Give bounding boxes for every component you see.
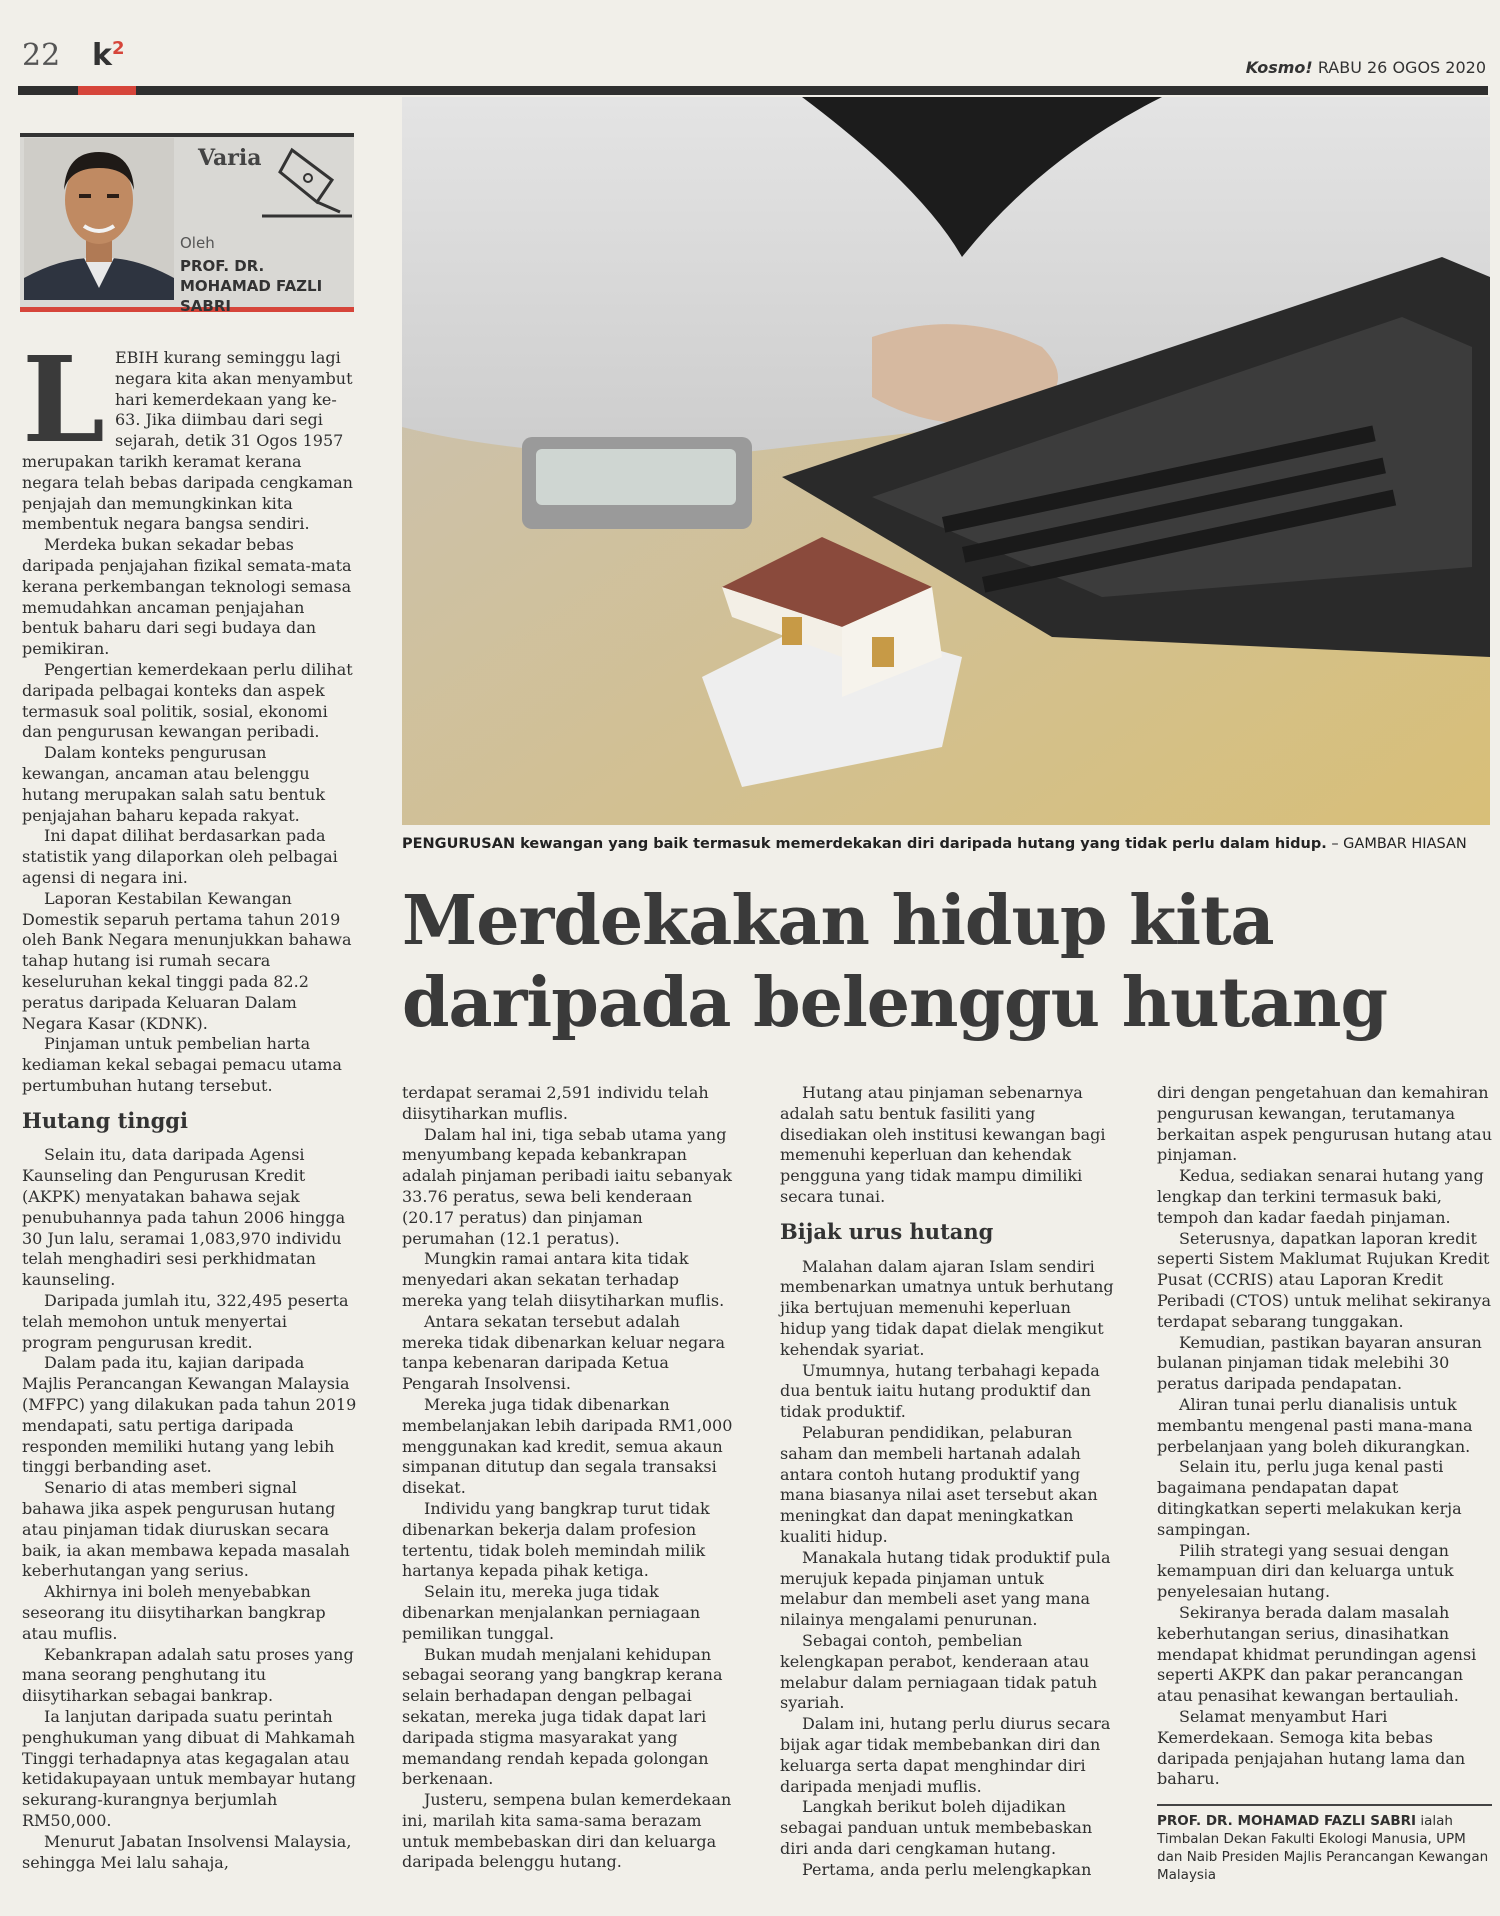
paragraph: Mereka juga tidak dibenarkan membelanjakan lebih daripada RM1,000 menggunakan kad kredit, semua akaun simpanan ditutup dan segala transaksi disekat. bbox=[402, 1394, 733, 1498]
paragraph: Pinjaman untuk pembelian harta kediaman kekal sebagai pemacu utama pertumbuhan hutang tersebut. bbox=[22, 1034, 342, 1095]
paragraph: Mungkin ramai antara kita tidak menyedari akan sekatan terhadap mereka yang telah diisytiharkan muflis. bbox=[402, 1249, 725, 1310]
paragraph: Daripada jumlah itu, 322,495 peserta telah memohon untuk menyertai program pengurusan kredit. bbox=[22, 1291, 349, 1352]
paragraph: Bukan mudah menjalani kehidupan sebagai seorang yang bangkrap kerana selain berhadapan dengan pelbagai sekatan, mereka juga tidak dapat lari daripada stigma masyarakat yang memandang rendah kepada golongan berkenaan. bbox=[402, 1644, 723, 1789]
column-name: Varia bbox=[198, 145, 262, 171]
paragraph: Kebankrapan adalah satu proses yang mana seorang penghutang itu diisytiharkan sebagai bankrap. bbox=[22, 1644, 354, 1706]
article-column-3 bbox=[780, 1083, 1115, 1880]
article-column-2 bbox=[402, 1083, 737, 1873]
paragraph: Umumnya, hutang terbahagi kepada dua bentuk iaitu hutang produktif dan tidak produktif. bbox=[780, 1360, 1100, 1422]
paragraph: Manakala hutang tidak produktif pula merujuk kepada pinjaman untuk melabur dan membeli aset yang mana nilainya mengalami penurunan. bbox=[780, 1547, 1111, 1630]
author-portrait bbox=[24, 138, 174, 300]
subheading: Bijak urus hutang bbox=[780, 1218, 994, 1244]
paragraph: Dalam pada itu, kajian daripada Majlis Perancangan Kewangan Malaysia (MFPC) yang dilakukan pada tahun 2019 mendapati, satu pertiga daripada responden memiliki hutang yang lebih tinggi berbanding aset. bbox=[22, 1353, 357, 1477]
headline: Merdekakan hidup kita daripada belenggu hutang bbox=[402, 881, 1388, 1043]
paragraph: Dalam konteks pengurusan kewangan, ancaman atau belenggu hutang merupakan salah satu bentuk penjajahan baharu kepada rakyat. bbox=[22, 743, 326, 825]
pen-nib-icon bbox=[262, 140, 352, 220]
section-logo: $k^2$ bbox=[92, 38, 125, 73]
subheading: Hutang tinggi bbox=[22, 1107, 188, 1133]
paragraph: Ini dapat dilihat berdasarkan pada statistik yang dilaporkan oleh pelbagai agensi di negara ini. bbox=[22, 826, 338, 887]
paragraph: Selain itu, perlu juga kenal pasti bagaimana pendapatan dapat ditingkatkan seperti melakukan kerja sampingan. bbox=[1157, 1457, 1462, 1539]
paragraph: Malahan dalam ajaran Islam sendiri membenarkan umatnya untuk berhutang jika bertujuan memenuhi keperluan hidup yang tidak dapat dielak mengikut kehendak syariat. bbox=[780, 1256, 1114, 1359]
publication-name: Kosmo! bbox=[1245, 58, 1313, 77]
author-bio bbox=[1157, 1804, 1492, 1884]
paragraph: Pengertian kemerdekaan perlu dilihat daripada pelbagai konteks dan aspek termasuk soal politik, sosial, ekonomi dan pengurusan kewangan peribadi. bbox=[22, 659, 353, 742]
paragraph: Pelaburan pendidikan, pelaburan saham dan membeli hartanah adalah antara contoh hutang produktif yang mana biasanya nilai aset tersebut akan meningkat dan dapat meningkatkan kualiti hidup. bbox=[780, 1422, 1098, 1546]
photo-caption bbox=[402, 836, 1492, 852]
paragraph: Sekiranya berada dalam masalah keberhutangan serius, dinasihatkan mendapat khidmat perundingan agensi seperti AKPK dan pakar perancangan atau penasihat kewangan bertauliah. bbox=[1157, 1602, 1477, 1706]
paragraph: Kemudian, pastikan bayaran ansuran bulanan pinjaman tidak melebihi 30 peratus daripada pendapatan. bbox=[1157, 1332, 1482, 1394]
hero-photo bbox=[402, 97, 1490, 825]
paragraph: Selain itu, data daripada Agensi Kaunseling dan Pengurusan Kredit (AKPK) menyatakan bahawa sejak penubuhannya pada tahun 2006 hingga 30 Jun lalu, seramai 1,083,970 individu telah menghadiri sesi perkhidmatan kaunseling. bbox=[22, 1145, 346, 1290]
drop-cap: L bbox=[22, 330, 105, 469]
photo-credit: – GAMBAR HIASAN bbox=[1331, 836, 1467, 852]
issue-date: RABU 26 OGOS 2020 bbox=[1317, 58, 1486, 77]
paragraph: Justeru, sempena bulan kemerdekaan ini, marilah kita sama-sama berazam untuk membebaskan diri dan keluarga daripada belenggu hutang. bbox=[402, 1790, 732, 1872]
paragraph: Dalam ini, hutang perlu diurus secara bijak agar tidak membebankan diri dan keluarga serta dapat menghindar diri daripada menjadi muflis. bbox=[780, 1714, 1111, 1796]
paragraph: Sebagai contoh, pembelian kelengkapan perabot, kenderaan atau melabur dalam perniagaan tidak patuh syariah. bbox=[780, 1630, 1098, 1713]
paragraph: Pertama, anda perlu melengkapkan bbox=[802, 1859, 1092, 1879]
section-accent-bar bbox=[78, 86, 136, 95]
caption-text: PENGURUSAN kewangan yang baik termasuk memerdekakan diri daripada hutang yang tidak perlu dalam hidup. bbox=[402, 836, 1327, 852]
paragraph: Senario di atas memberi signal bahawa jika aspek pengurusan hutang atau pinjaman tidak diuruskan secara baik, ia akan membawa kepada masalah keberhutangan yang serius. bbox=[22, 1478, 350, 1581]
article-column-4 bbox=[1157, 1083, 1492, 1884]
article-column-1 bbox=[22, 330, 357, 1873]
paragraph: Selain itu, mereka juga tidak dibenarkan menjalankan perniagaan pemilikan tunggal. bbox=[402, 1582, 701, 1643]
top-rule bbox=[18, 86, 1488, 95]
paragraph: terdapat seramai 2,591 individu telah diisytiharkan muflis. bbox=[402, 1083, 709, 1123]
paragraph: Selamat menyambut Hari Kemerdekaan. Semoga kita bebas daripada penjajahan hutang lama dan baharu. bbox=[1157, 1706, 1466, 1789]
paragraph: Laporan Kestabilan Kewangan Domestik separuh pertama tahun 2019 oleh Bank Negara menunjukkan bahawa tahap hutang isi rumah secara keseluruhan kekal tinggi pada 82.2 peratus daripada Keluaran Dalam Negara Kasar (KDNK). bbox=[22, 888, 352, 1033]
paragraph: Langkah berikut boleh dijadikan sebagai panduan untuk membebaskan diri anda dari cengkaman hutang. bbox=[780, 1797, 1093, 1858]
paragraph: Akhirnya ini boleh menyebabkan seseorang itu diisytiharkan bangkrap atau muflis. bbox=[22, 1582, 326, 1643]
page-number: 22 bbox=[22, 38, 61, 73]
paragraph: Dalam hal ini, tiga sebab utama yang menyumbang kepada kebankrapan adalah pinjaman peribadi iaitu sebanyak 33.76 peratus, sewa beli kenderaan (20.17 peratus) dan pinjaman perumahan (12.1 peratus). bbox=[402, 1124, 732, 1248]
bio-text: ialah Timbalan Dekan Fakulti Ekologi Manusia, UPM dan Naib Presiden Majlis Perancangan Kewangan Malaysia bbox=[1157, 1813, 1489, 1884]
paragraph: Hutang atau pinjaman sebenarnya adalah satu bentuk fasiliti yang disediakan oleh institusi kewangan bagi memenuhi keperluan dan kehendak pengguna yang tidak mampu dimiliki secara tunai. bbox=[780, 1083, 1106, 1206]
paragraph: Seterusnya, dapatkan laporan kredit seperti Sistem Maklumat Rujukan Kredit Pusat (CCRIS) atau Laporan Kredit Peribadi (CTOS) untuk melihat sekiranya terdapat sebarang tunggakan. bbox=[1157, 1228, 1491, 1331]
paragraph: Antara sekatan tersebut adalah mereka tidak dibenarkan keluar negara tanpa kebenaran daripada Ketua Pengarah Insolvensi. bbox=[402, 1311, 725, 1394]
paragraph: Individu yang bangkrap turut tidak dibenarkan bekerja dalam profesion tertentu, tidak boleh memindah milik hartanya kepada pihak ketiga. bbox=[402, 1498, 710, 1581]
paragraph: Kedua, sediakan senarai hutang yang lengkap dan terkini termasuk baki, tempoh dan kadar faedah pinjaman. bbox=[1157, 1166, 1484, 1227]
paragraph: Merdeka bukan sekadar bebas daripada penjajahan fizikal semata-mata kerana perkembangan teknologi semasa memudahkan ancaman penjajahan bentuk baharu dari segi budaya dan pemikiran. bbox=[22, 535, 352, 659]
bio-name: PROF. DR. MOHAMAD FAZLI SABRI bbox=[1157, 1813, 1417, 1830]
byline-prefix: Oleh bbox=[180, 234, 215, 252]
paragraph: EBIH kurang seminggu lagi negara kita akan menyambut hari kemerdekaan yang ke-63. Jika diimbau dari segi sejarah, detik 31 Ogos 1957 merupakan tarikh keramat kerana negara telah bebas daripada cengkaman penjajah dan memungkinkan kita membentuk negara bangsa sendiri. bbox=[22, 348, 353, 534]
paragraph: Menurut Jabatan Insolvensi Malaysia, sehingga Mei lalu sahaja, bbox=[22, 1831, 352, 1872]
paragraph: Aliran tunai perlu dianalisis untuk membantu mengenal pasti mana-mana perbelanjaan yang boleh dikurangkan. bbox=[1157, 1394, 1473, 1456]
paragraph: Pilih strategi yang sesuai dengan kemampuan diri dan keluarga untuk penyelesaian hutang. bbox=[1157, 1540, 1454, 1602]
author-name: PROF. DR. MOHAMAD FAZLI SABRI bbox=[180, 257, 323, 315]
paragraph: diri dengan pengetahuan dan kemahiran pengurusan kewangan, terutamanya berkaitan aspek pengurusan hutang atau pinjaman. bbox=[1157, 1083, 1492, 1165]
masthead bbox=[1246, 58, 1486, 77]
paragraph: Ia lanjutan daripada suatu perintah penghukuman yang dibuat di Mahkamah Tinggi terhadapnya atas kegagalan atau ketidakupayaan untuk membayar hutang sekurang-kurangnya berjumlah RM50,000. bbox=[22, 1707, 356, 1830]
